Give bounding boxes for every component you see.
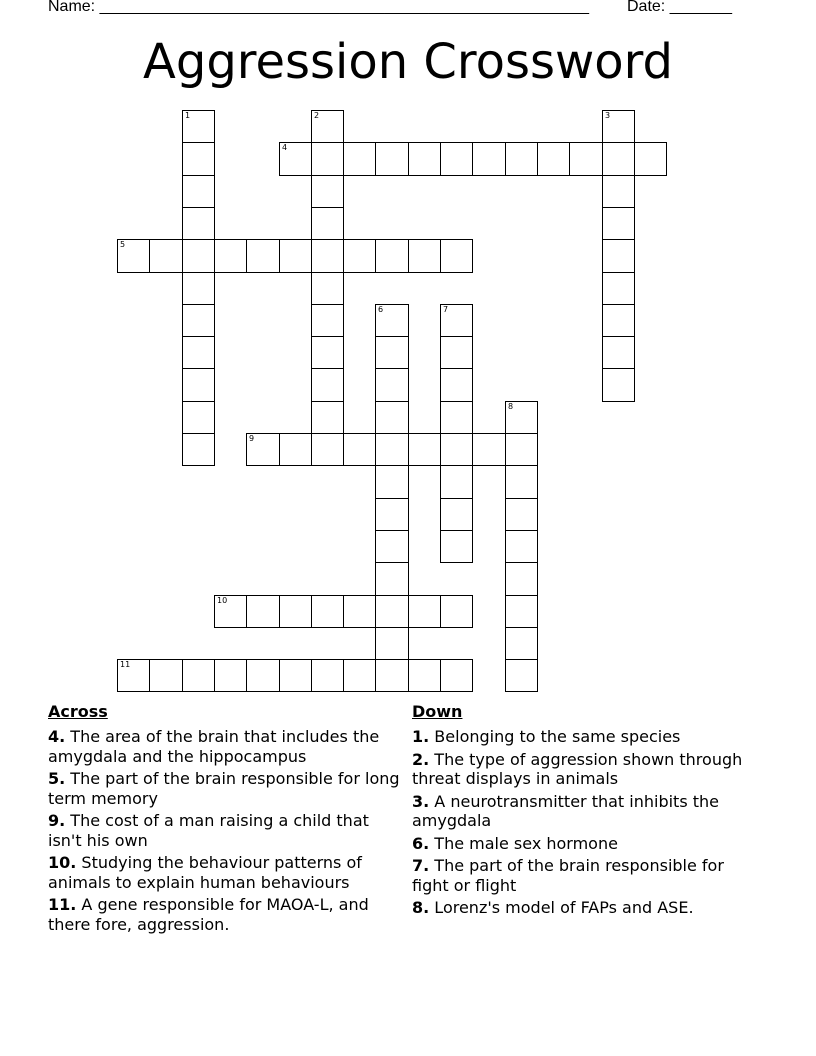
clue-text: The part of the brain responsible for fight or flight <box>412 856 724 895</box>
grid-cell[interactable] <box>440 401 473 434</box>
grid-cell[interactable] <box>149 239 183 273</box>
clue-number: 6 <box>378 305 384 314</box>
grid-cell[interactable] <box>311 336 344 369</box>
clue-text: The male sex hormone <box>429 833 618 853</box>
down-clue <box>412 898 752 918</box>
grid-cell[interactable] <box>505 142 538 176</box>
grid-cell[interactable] <box>440 142 473 176</box>
grid-cell[interactable] <box>440 498 473 531</box>
clue-number: 11 <box>120 660 131 669</box>
grid-cell[interactable] <box>182 401 215 434</box>
clue-number: 9 <box>249 434 255 443</box>
grid-cell[interactable] <box>602 304 635 337</box>
grid-cell[interactable] <box>375 336 409 369</box>
clue-label: 11. <box>48 895 77 914</box>
name-field[interactable]: Name: _______________________________________________________ <box>48 0 589 15</box>
clue-label: 3. <box>412 791 430 811</box>
clue-text: Studying the behaviour patterns of animals to explain human behaviours <box>48 853 362 892</box>
grid-cell[interactable] <box>602 207 635 240</box>
grid-cell[interactable] <box>440 433 473 466</box>
grid-cell[interactable] <box>375 304 409 337</box>
grid-cell[interactable] <box>214 595 247 628</box>
grid-cell[interactable] <box>279 595 312 628</box>
grid-cell[interactable] <box>505 595 538 628</box>
clue-number: 1 <box>185 111 191 120</box>
grid-cell[interactable] <box>602 175 635 208</box>
grid-cell[interactable] <box>182 659 215 692</box>
grid-cell[interactable] <box>408 142 441 176</box>
clue-text: The cost of a man raising a child that isn't his own <box>48 811 369 850</box>
grid-cell[interactable] <box>505 401 538 434</box>
across-clue-list <box>48 727 400 934</box>
grid-cell[interactable] <box>246 659 280 692</box>
across-clue <box>48 727 400 766</box>
across-clue <box>48 769 400 808</box>
grid-cell[interactable] <box>408 433 441 466</box>
across-heading: Across <box>48 702 108 721</box>
grid-cell[interactable] <box>375 659 409 692</box>
clue-text: Lorenz's model of FAPs and ASE. <box>429 898 694 917</box>
across-clue <box>48 895 400 934</box>
grid-cell[interactable] <box>311 207 344 240</box>
grid-cell[interactable] <box>182 110 215 143</box>
grid-cell[interactable] <box>440 304 473 337</box>
across-clues <box>48 702 400 937</box>
grid-cell[interactable] <box>375 142 409 176</box>
clue-label: 7. <box>412 856 430 875</box>
grid-cell[interactable] <box>375 433 409 466</box>
clue-text: The part of the brain responsible for long term memory <box>48 769 400 808</box>
grid-cell[interactable] <box>505 627 538 660</box>
grid-cell[interactable] <box>408 659 441 692</box>
grid-cell[interactable] <box>311 659 344 692</box>
grid-cell[interactable] <box>472 142 506 176</box>
clue-label: 8. <box>412 898 430 917</box>
grid-cell[interactable] <box>343 433 376 466</box>
grid-cell[interactable] <box>440 530 473 563</box>
grid-cell[interactable] <box>602 239 635 273</box>
grid-cell[interactable] <box>182 272 215 305</box>
across-clue <box>48 811 400 850</box>
clue-number: 4 <box>282 143 288 152</box>
grid-cell[interactable] <box>311 239 344 273</box>
down-clue-list <box>412 727 752 918</box>
grid-cell[interactable] <box>440 465 473 499</box>
clue-text: The area of the brain that includes the amygdala and the hippocampus <box>48 727 380 766</box>
grid-cell[interactable] <box>505 433 538 466</box>
grid-cell[interactable] <box>279 433 312 466</box>
grid-cell[interactable] <box>246 433 280 466</box>
clue-text: A neurotransmitter that inhibits the amygdala <box>412 791 719 830</box>
grid-cell[interactable] <box>182 368 215 402</box>
grid-cell[interactable] <box>602 368 635 402</box>
down-clue <box>412 856 752 895</box>
clue-label: 10. <box>48 853 77 872</box>
grid-cell[interactable] <box>214 659 247 692</box>
grid-cell[interactable] <box>375 530 409 563</box>
grid-cell[interactable] <box>440 336 473 369</box>
grid-cell[interactable] <box>408 239 441 273</box>
grid-cell[interactable] <box>214 239 247 273</box>
grid-cell[interactable] <box>311 401 344 434</box>
grid-cell[interactable] <box>375 465 409 499</box>
grid-cell[interactable] <box>569 142 603 176</box>
grid-cell[interactable] <box>149 659 183 692</box>
grid-cell[interactable] <box>375 627 409 660</box>
grid-cell[interactable] <box>375 368 409 402</box>
grid-cell[interactable] <box>505 659 538 692</box>
grid-cell[interactable] <box>182 142 215 176</box>
grid-cell[interactable] <box>440 659 473 692</box>
grid-cell[interactable] <box>343 239 376 273</box>
date-field[interactable]: Date: _______ <box>627 0 732 15</box>
down-clues <box>412 702 752 921</box>
grid-cell[interactable] <box>311 110 344 143</box>
down-clue <box>412 792 752 831</box>
grid-cell[interactable] <box>311 433 344 466</box>
grid-cell[interactable] <box>505 498 538 531</box>
grid-cell[interactable] <box>537 142 570 176</box>
clue-label: 9. <box>48 811 66 830</box>
down-heading: Down <box>412 702 463 721</box>
down-clue <box>412 727 752 747</box>
clue-number: 2 <box>314 111 320 120</box>
grid-cell[interactable] <box>182 239 215 273</box>
grid-cell[interactable] <box>343 595 376 628</box>
grid-cell[interactable] <box>505 530 538 563</box>
grid-cell[interactable] <box>343 142 376 176</box>
clue-label: 2. <box>412 749 430 769</box>
clue-number: 8 <box>508 402 514 411</box>
grid-cell[interactable] <box>182 304 215 337</box>
grid-cell[interactable] <box>375 401 409 434</box>
clue-text: Belonging to the same species <box>429 727 681 746</box>
grid-cell[interactable] <box>375 562 409 596</box>
grid-cell[interactable] <box>117 659 150 692</box>
grid-cell[interactable] <box>440 595 473 628</box>
grid-cell[interactable] <box>279 142 312 176</box>
grid-cell[interactable] <box>602 336 635 369</box>
clue-label: 4. <box>48 727 66 746</box>
grid-cell[interactable] <box>440 368 473 402</box>
grid-cell[interactable] <box>311 595 344 628</box>
grid-cell[interactable] <box>182 175 215 208</box>
grid-cell[interactable] <box>246 595 280 628</box>
across-clue <box>48 853 400 892</box>
grid-cell[interactable] <box>602 110 635 143</box>
clue-number: 10 <box>217 596 228 605</box>
clue-label: 6. <box>412 833 430 853</box>
grid-cell[interactable] <box>311 368 344 402</box>
grid-cell[interactable] <box>505 465 538 499</box>
grid-cell[interactable] <box>246 239 280 273</box>
grid-cell[interactable] <box>182 336 215 369</box>
grid-cell[interactable] <box>279 659 312 692</box>
grid-cell[interactable] <box>311 142 344 176</box>
grid-cell[interactable] <box>375 239 409 273</box>
grid-cell[interactable] <box>634 142 667 176</box>
grid-cell[interactable] <box>375 595 409 628</box>
page-title: Aggression Crossword <box>143 34 673 90</box>
grid-cell[interactable] <box>311 304 344 337</box>
clue-label: 5. <box>48 769 66 788</box>
grid-cell[interactable] <box>311 175 344 208</box>
grid-cell[interactable] <box>343 659 376 692</box>
down-clue <box>412 750 752 789</box>
clue-number: 3 <box>605 111 611 120</box>
clue-number: 5 <box>120 240 126 249</box>
grid-cell[interactable] <box>375 498 409 531</box>
grid-cell[interactable] <box>472 433 506 466</box>
grid-cell[interactable] <box>602 142 635 176</box>
grid-cell[interactable] <box>117 239 150 273</box>
grid-cell[interactable] <box>279 239 312 273</box>
grid-cell[interactable] <box>602 272 635 305</box>
grid-cell[interactable] <box>440 239 473 273</box>
clue-label: 1. <box>412 727 430 746</box>
clue-text: A gene responsible for MAOA-L, and there fore, aggression. <box>48 895 369 934</box>
clue-number: 7 <box>443 305 449 314</box>
grid-cell[interactable] <box>408 595 441 628</box>
grid-cell[interactable] <box>311 272 344 305</box>
grid-cell[interactable] <box>182 207 215 240</box>
grid-cell[interactable] <box>505 562 538 596</box>
grid-cell[interactable] <box>182 433 215 466</box>
down-clue <box>412 834 752 854</box>
clue-text: The type of aggression shown through threat displays in animals <box>412 749 743 788</box>
